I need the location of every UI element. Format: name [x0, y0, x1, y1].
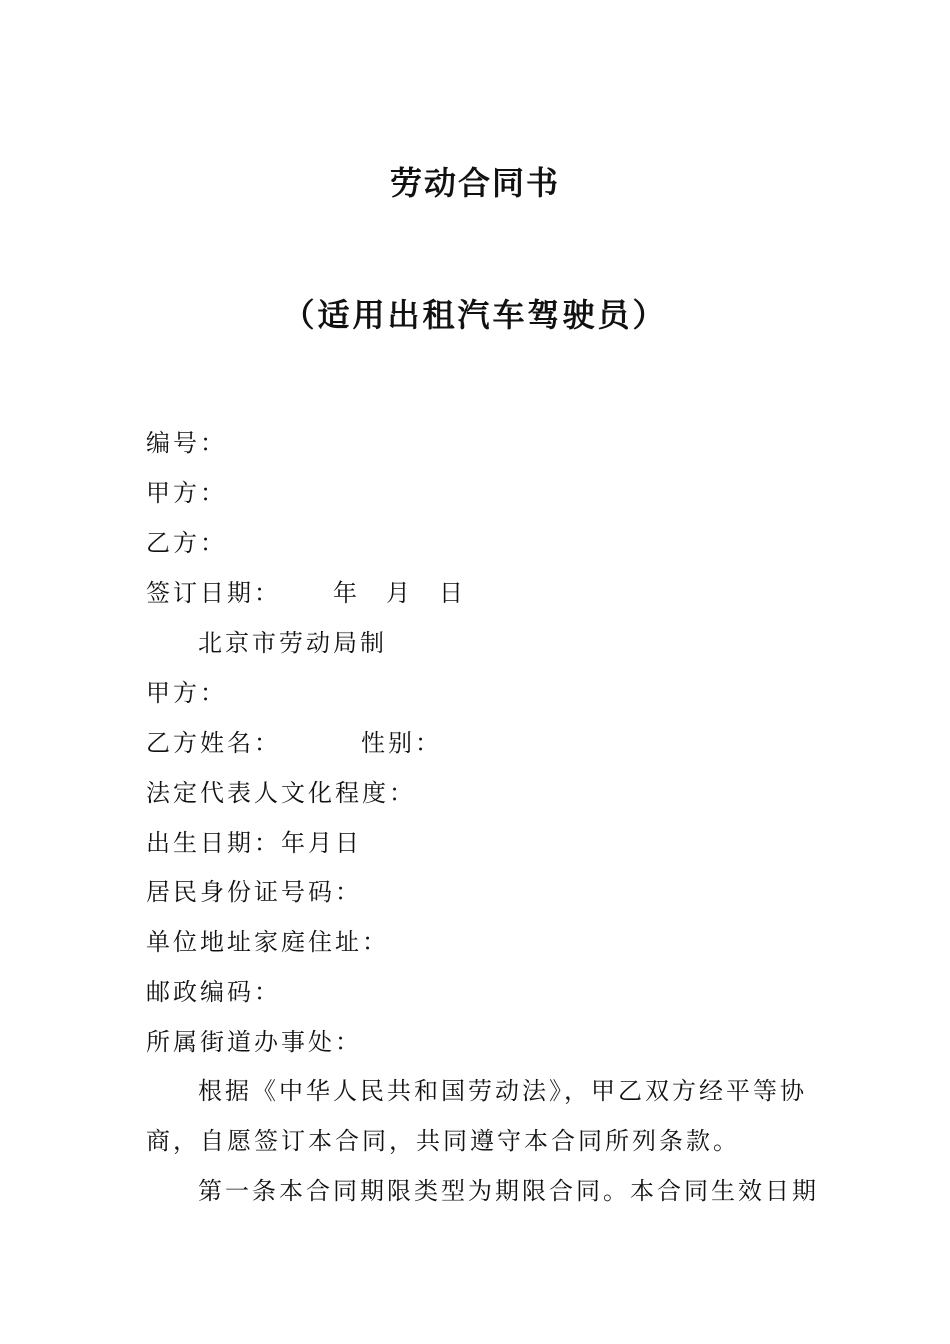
gender-label: 性别： — [361, 729, 442, 757]
article-1-line-1: 第一条本合同期限类型为期限合同。本合同生效日期 — [198, 1177, 819, 1205]
cover-party-b-label: 乙方： — [146, 529, 227, 557]
subdistrict-office-label: 所属街道办事处： — [146, 1028, 362, 1056]
sign-date-label: 签订日期： — [146, 579, 281, 607]
preamble-line-1: 根据《中华人民共和国劳动法》，甲乙双方经平等协 — [198, 1077, 807, 1105]
details-party-a-label: 甲方： — [146, 679, 227, 707]
preamble-line-2: 商，自愿签订本合同，共同遵守本合同所列条款。 — [146, 1127, 740, 1155]
document-subtitle: （适用出租汽车驾驶员） — [282, 296, 668, 334]
legal-rep-education-label: 法定代表人文化程度： — [146, 779, 416, 807]
issuer-text: 北京市劳动局制 — [198, 629, 387, 657]
contract-number-label: 编号： — [146, 429, 227, 457]
birth-date-label: 出生日期：年月日 — [146, 829, 362, 857]
sign-date-year: 年 — [333, 579, 360, 607]
address-label: 单位地址家庭住址： — [146, 928, 389, 956]
party-b-name-label: 乙方姓名： — [146, 729, 281, 757]
cover-party-a-label: 甲方： — [146, 479, 227, 507]
id-number-label: 居民身份证号码： — [146, 878, 362, 906]
party-b-name-line — [146, 728, 442, 758]
sign-date-line — [146, 578, 466, 608]
sign-date-month: 月 — [386, 579, 413, 607]
sign-date-day: 日 — [439, 579, 466, 607]
postal-code-label: 邮政编码： — [146, 978, 281, 1006]
document-title: 劳动合同书 — [389, 164, 560, 202]
